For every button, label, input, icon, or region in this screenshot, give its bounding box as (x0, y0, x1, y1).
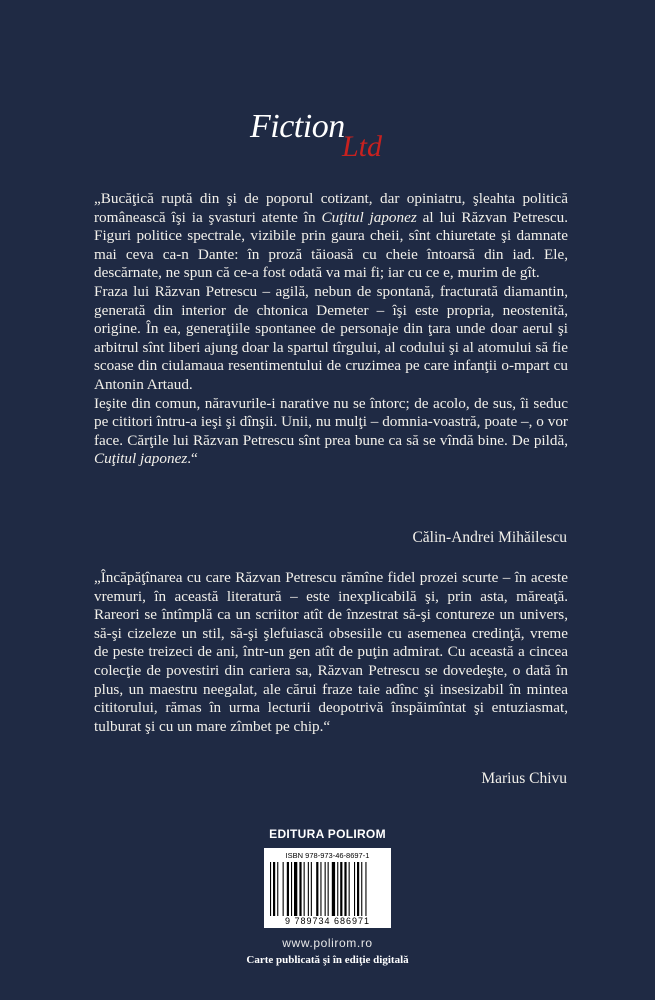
barcode-stripe (357, 862, 359, 916)
barcode-stripe (316, 862, 318, 916)
barcode-stripe (304, 862, 305, 916)
barcode-stripe (299, 862, 301, 916)
barcode-stripe (361, 862, 362, 916)
barcode-stripe (308, 862, 309, 916)
barcode-stripe (270, 862, 271, 916)
logo-fiction: Fiction (250, 108, 345, 145)
book-title: Cuţitul japonez (321, 208, 417, 226)
barcode-stripe (365, 862, 366, 916)
barcode-stripe (287, 862, 289, 916)
barcode-stripe (337, 862, 338, 916)
publisher-name: EDITURA POLIROM (269, 827, 386, 841)
quote1-paragraph-3: Ieşite din comun, năravurile-i narative nu se întorc; de acolo, de sus, îi seduc pe cititori întru-a ieşi şi dînşii. Unii, nu mulţi – domnia-voastră, poate –, o vor face. Cărţile lui Răzvan Petrescu sînt prea bune ca să se vîndă bine. De pildă, Cuţitul japonez.“ (94, 394, 568, 468)
logo-ltd: Ltd (342, 130, 383, 163)
website-url: www.polirom.ro (282, 936, 373, 950)
barcode-stripe (277, 862, 278, 916)
barcode-bars (270, 862, 385, 916)
barcode-stripe (320, 862, 321, 916)
quote1-paragraph-1: „Bucăţică ruptă din şi de poporul cotizant, dar opiniatru, şleahta politică românească îşi ia şvasturi atente în Cuţitul japonez al lui Răzvan Petrescu. Figuri politice spectrale, vizibile prin gaura cheii, sînt chiuretate şi damnate mai ceva ca-n Dante: în proză tăioasă cu cheie întoarsă din iad. Ele, descărnate, ne spun că ce-a fost odată va mai fi; iar cu ce e, murim de gît. (94, 190, 568, 282)
barcode-stripe (294, 862, 297, 916)
barcode-stripe (340, 862, 342, 916)
isbn-barcode (264, 848, 391, 928)
barcode-stripe (354, 862, 355, 916)
barcode-stripe (349, 862, 350, 916)
quote1-paragraph-2: Fraza lui Răzvan Petrescu – agilă, nebun de spontană, fracturată diamantin, generată din interior de chtonica Demeter – îşi este propria, neostenită, origine. În ea, generaţiile spontanee de personaje din ţara unde doar aerul şi arbitrul sînt liberi ajung doar la spartul tîrgului, al codului şi al atomului să fie scoase din ciulamaua resentimentului de cruzimea pe care infanţii o-mpart cu Antonin Artaud. (94, 282, 568, 393)
barcode-digits: 9 789734 686971 (284, 916, 371, 926)
barcode-stripe (311, 862, 312, 916)
barcode-stripe (344, 862, 346, 916)
digital-edition-note: Carte publicată şi în ediţie digitală (246, 954, 409, 966)
barcode-stripe (291, 862, 292, 916)
barcode-stripe (332, 862, 335, 916)
review-quote-1 (94, 190, 568, 469)
quote1-author: Călin-Andrei Mihăilescu (412, 529, 567, 546)
barcode-stripe (273, 862, 275, 916)
quote2-paragraph: „Încăpăţînarea cu care Răzvan Petrescu rămîne fidel prozei scurte – în aceste vremuri, în această literatură – este inexplicabilă şi, prin asta, măreaţă. Rareori se întîmplă ca un scriitor atît de înzestrat să-şi contureze un univers, să-şi cizeleze un stil, să-şi şlefuiască obsesiile cu asemenea credinţă, vreme de peste treizeci de ani, într-un gen atît de puţin admirat. Cu această a cincea colecţie de povestiri din cariera sa, Răzvan Petrescu se dovedeşte, o dată în plus, un maestru neegalat, ale cărui fraze taie adînc şi insesizabil în mintea cititorului, rămas în urma lecturii deopotrivă înspăimîntat şi entuziasmat, tulburat şi cu un mare zîmbet pe chip.“ (94, 569, 568, 735)
isbn-text: ISBN 978-973-46-8697-1 (285, 851, 370, 860)
fiction-ltd-logo (250, 108, 420, 168)
quote2-author: Marius Chivu (481, 770, 567, 787)
barcode-stripe (325, 862, 326, 916)
barcode-stripe (328, 862, 329, 916)
review-quote-2 (94, 569, 568, 736)
barcode-stripe (283, 862, 284, 916)
book-title: Cuţitul japonez (94, 450, 188, 468)
